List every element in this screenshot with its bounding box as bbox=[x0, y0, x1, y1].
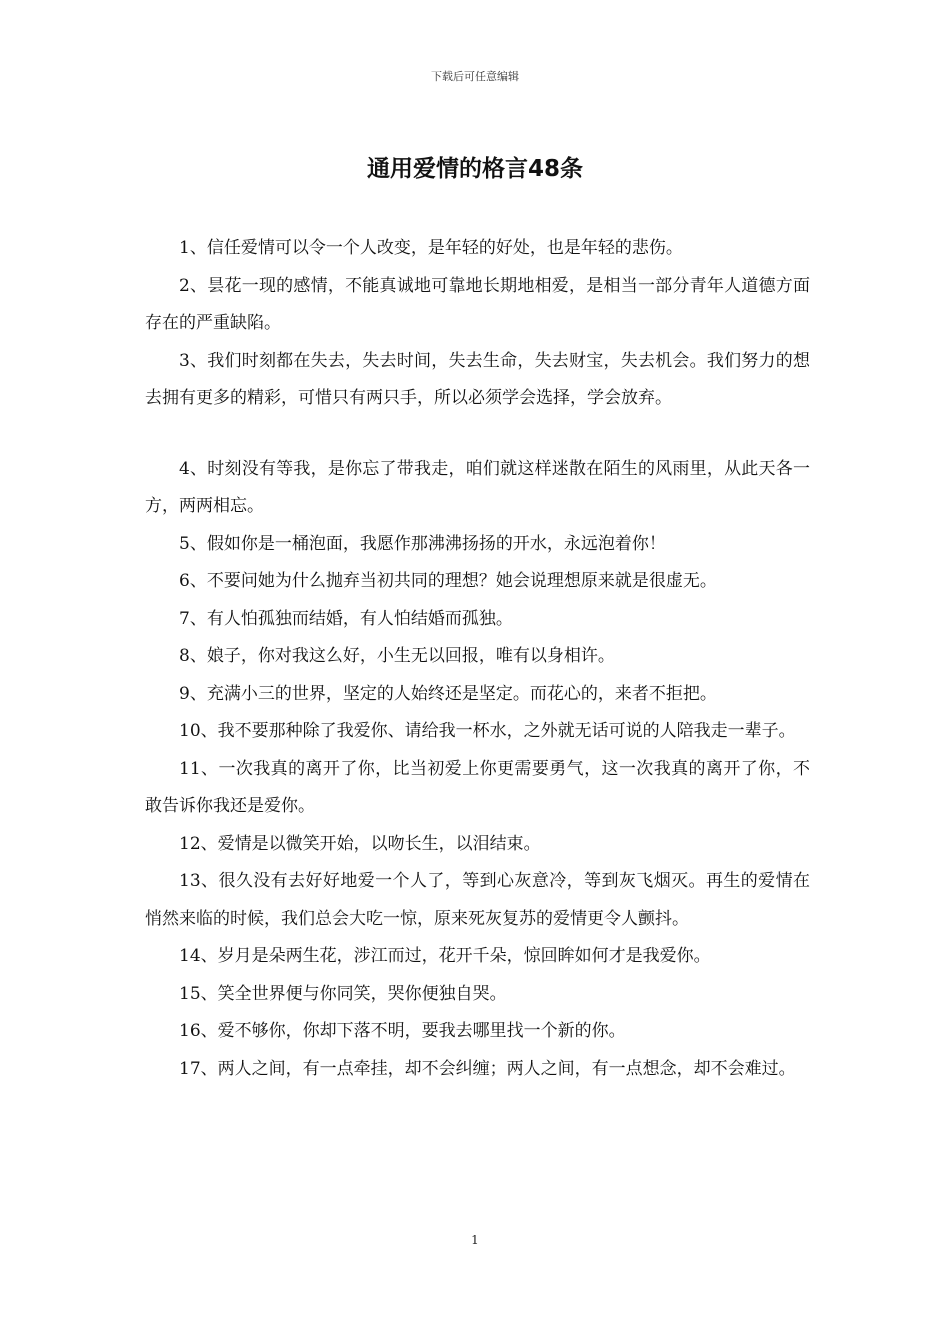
paragraph-9: 9、充满小三的世界，坚定的人始终还是坚定。而花心的，来者不拒把。 bbox=[179, 683, 717, 704]
paragraph-16: 16、爱不够你，你却下落不明，要我去哪里找一个新的你。 bbox=[179, 1021, 626, 1041]
paragraph-13: 13、很久没有去好好地爱一个人了，等到心灰意冷，等到灰飞烟灭。再生的爱情在悄然来临的时候，我们总会大吃一惊，原来死灰复苏的爱情更令人颤抖。 bbox=[145, 871, 810, 929]
paragraph-8: 8、娘子，你对我这么好，小生无以回报，唯有以身相许。 bbox=[179, 646, 615, 666]
page-number: 1 bbox=[471, 1233, 479, 1247]
paragraph-6: 6、不要问她为什么抛弃当初共同的理想？她会说理想原来就是很虚无。 bbox=[179, 571, 717, 591]
paragraph-5: 5、假如你是一桶泡面，我愿作那沸沸扬扬的开水，永远泡着你！ bbox=[179, 533, 666, 554]
paragraph-17: 17、两人之间，有一点牵挂，却不会纠缠；两人之间，有一点想念，却不会难过。 bbox=[179, 1058, 796, 1079]
paragraph-15: 15、笑全世界便与你同笑，哭你便独自哭。 bbox=[179, 983, 507, 1004]
paragraph-7: 7、有人怕孤独而结婚，有人怕结婚而孤独。 bbox=[179, 608, 513, 629]
paragraph-11: 11、一次我真的离开了你，比当初爱上你更需要勇气，这一次我真的离开了你，不敢告诉你我还是爱你。 bbox=[145, 758, 810, 816]
paragraph-12: 12、爱情是以微笑开始，以吻长生，以泪结束。 bbox=[179, 833, 541, 854]
paragraph-14: 14、岁月是朵两生花，涉江而过，花开千朵，惊回眸如何才是我爱你。 bbox=[179, 946, 711, 966]
paragraph-10: 10、我不要那种除了我爱你、请给我一杯水，之外就无话可说的人陪我走一辈子。 bbox=[179, 721, 796, 741]
page-title: 通用爱情的格言48条 bbox=[366, 156, 583, 182]
paragraph-3: 3、我们时刻都在失去，失去时间，失去生命，失去财宝，失去机会。我们努力的想去拥有更多的精彩，可惜只有两只手，所以必须学会选择，学会放弃。 bbox=[145, 350, 810, 408]
header-note: 下载后可任意编辑 bbox=[431, 70, 519, 83]
paragraph-4: 4、时刻没有等我，是你忘了带我走，咱们就这样迷散在陌生的风雨里，从此天各一方，两两相忘。 bbox=[145, 458, 810, 516]
paragraph-1: 1、信任爱情可以令一个人改变，是年轻的好处，也是年轻的悲伤。 bbox=[179, 238, 683, 258]
document-body bbox=[145, 230, 810, 1088]
paragraph-2: 2、昙花一现的感情，不能真诚地可靠地长期地相爱，是相当一部分青年人道德方面存在的严重缺陷。 bbox=[145, 275, 810, 333]
